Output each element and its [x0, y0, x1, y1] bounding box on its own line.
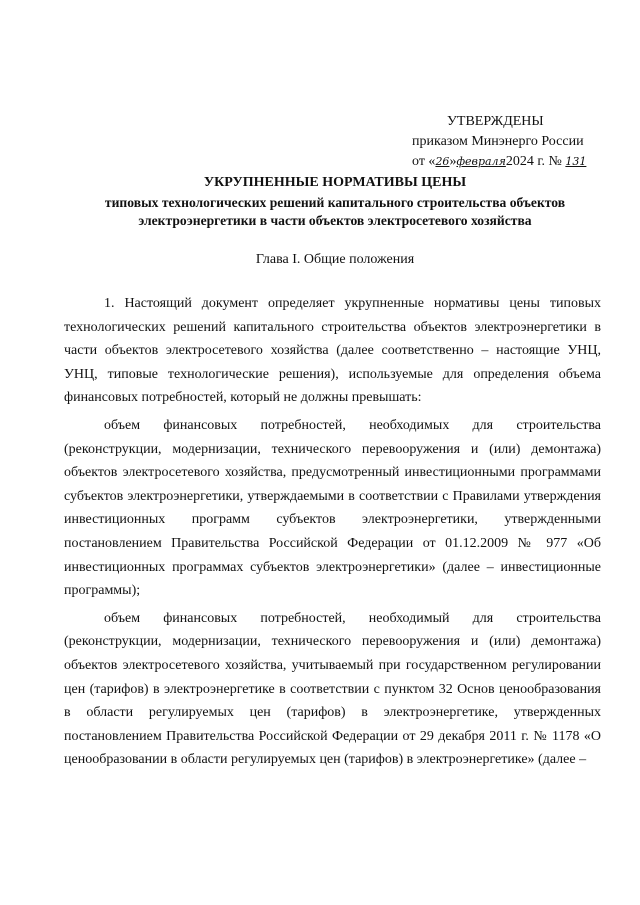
approval-month: февраля: [456, 155, 506, 168]
approval-date-line: [412, 152, 612, 172]
approval-day: 26: [435, 155, 450, 168]
approval-number: 131: [565, 155, 587, 168]
approval-order: приказом Минэнерго России: [412, 134, 584, 149]
approval-date-prefix: от «: [412, 154, 436, 169]
document-subtitle-line1: типовых технологических решений капитального строительства объектов: [104, 195, 566, 210]
document-title: УКРУПНЕННЫЕ НОРМАТИВЫ ЦЕНЫ: [203, 175, 467, 190]
approval-year: 2024 г. №: [505, 154, 562, 169]
paragraph-1: 1. Настоящий документ определяет укрупненные нормативы цены типовых технологических решений капитального строительства объектов электроэнергетики в части объектов электросетевого хозяйства (далее соответственно – настоящие УНЦ, УНЦ, типовые технологические решения), используемые для определения объема финансовых потребностей, который не должны превышать:: [64, 296, 601, 406]
document-body: [64, 292, 601, 776]
chapter-heading: Глава I. Общие положения: [255, 252, 415, 267]
approval-heading: УТВЕРЖДЕНЫ: [447, 114, 544, 129]
paragraph-2: объем финансовых потребностей, необходимых для строительства (реконструкции, модернизации, технического перевооружения и (или) демонтажа) объектов электросетевого хозяйства, предусмотренный инвестиционными программами субъектов электроэнергетики, утверждаемыми в соответствии с Правилами утверждения инвестиционных программ субъектов электроэнергетики, утвержденными постановлением Правительства Российской Федерации от 01.12.2009 № 977 «Об инвестиционных программах субъектов электроэнергетики» (далее – инвестиционные программы);: [64, 417, 601, 599]
approval-stamp: [412, 112, 612, 172]
paragraph-3: объем финансовых потребностей, необходимый для строительства (реконструкции, модернизации, технического перевооружения и (или) демонтажа) объектов электросетевого хозяйства, учитываемый при государственном регулировании цен (тарифов) в электроэнергетике в соответствии с пунктом 32 Основ ценообразования в области регулируемых цен (тарифов) в электроэнергетике, утвержденных постановлением Правительства Российской Федерации от 29 декабря 2011 г. № 1178 «О ценообразовании в области регулируемых цен (тарифов) в электроэнергетике» (далее –: [64, 610, 601, 768]
document-subtitle-line2: электроэнергетики в части объектов электросетевого хозяйства: [138, 213, 532, 228]
approval-date-mid: »: [449, 154, 457, 169]
